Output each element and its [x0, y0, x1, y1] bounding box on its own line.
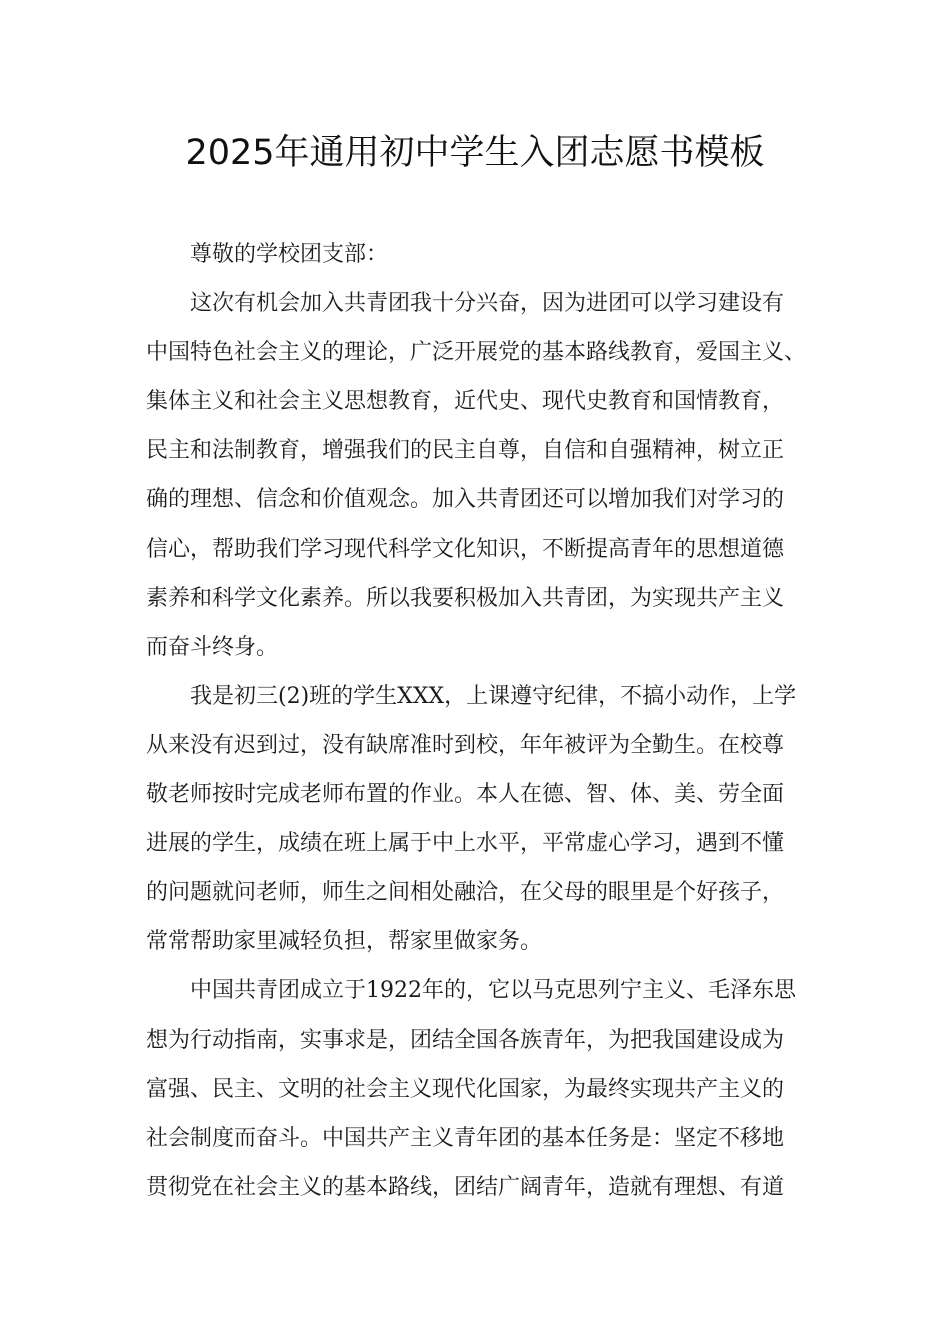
document-title: 2025年通用初中学生入团志愿书模板: [185, 133, 765, 173]
paragraph-line: 的问题就问老师，师生之间相处融洽，在父母的眼里是个好孩子，: [146, 880, 785, 906]
paragraph-line: 常常帮助家里减轻负担，帮家里做家务。: [146, 929, 543, 955]
paragraph-line: 这次有机会加入共青团我十分兴奋，因为进团可以学习建设有: [190, 291, 785, 317]
salutation: 尊敬的学校团支部：: [190, 242, 389, 267]
paragraph-line: 集体主义和社会主义思想教育，近代史、现代史教育和国情教育，: [146, 389, 785, 415]
paragraph-line: 进展的学生，成绩在班上属于中上水平，平常虚心学习，遇到不懂: [146, 831, 785, 857]
paragraph-line: 贯彻党在社会主义的基本路线，团结广阔青年，造就有理想、有道: [146, 1174, 785, 1200]
paragraph: [146, 966, 826, 1211]
paragraph-line: 素养和科学文化素养。所以我要积极加入共青团，为实现共产主义: [146, 585, 785, 611]
paragraph: [146, 672, 826, 967]
paragraph-line: 信心，帮助我们学习现代科学文化知识，不断提高青年的思想道德: [146, 536, 785, 562]
paragraph-line: 民主和法制教育，增强我们的民主自尊，自信和自强精神，树立正: [146, 438, 785, 464]
document-body: [146, 230, 826, 1212]
paragraph-line: 中国共青团成立于1922年的，它以马克思列宁主义、毛泽东思: [190, 978, 796, 1004]
paragraph-line: 确的理想、信念和价值观念。加入共青团还可以增加我们对学习的: [146, 487, 785, 513]
paragraph-line: 我是初三(2)班的学生XXX，上课遵守纪律，不搞小动作，上学: [190, 683, 797, 709]
paragraph-line: 想为行动指南，实事求是，团结全国各族青年，为把我国建设成为: [146, 1027, 785, 1053]
paragraph-line: 敬老师按时完成老师布置的作业。本人在德、智、体、美、劳全面: [146, 782, 785, 808]
paragraph: [146, 279, 826, 672]
paragraph-line: 从来没有迟到过，没有缺席准时到校，年年被评为全勤生。在校尊: [146, 732, 785, 758]
paragraph-line: 中国特色社会主义的理论，广泛开展党的基本路线教育，爱国主义、: [146, 340, 807, 366]
paragraph-line: 社会制度而奋斗。中国共产主义青年团的基本任务是：坚定不移地: [146, 1125, 785, 1151]
paragraph-line: 而奋斗终身。: [146, 634, 279, 660]
paragraph-line: 富强、民主、文明的社会主义现代化国家，为最终实现共产主义的: [146, 1076, 785, 1102]
